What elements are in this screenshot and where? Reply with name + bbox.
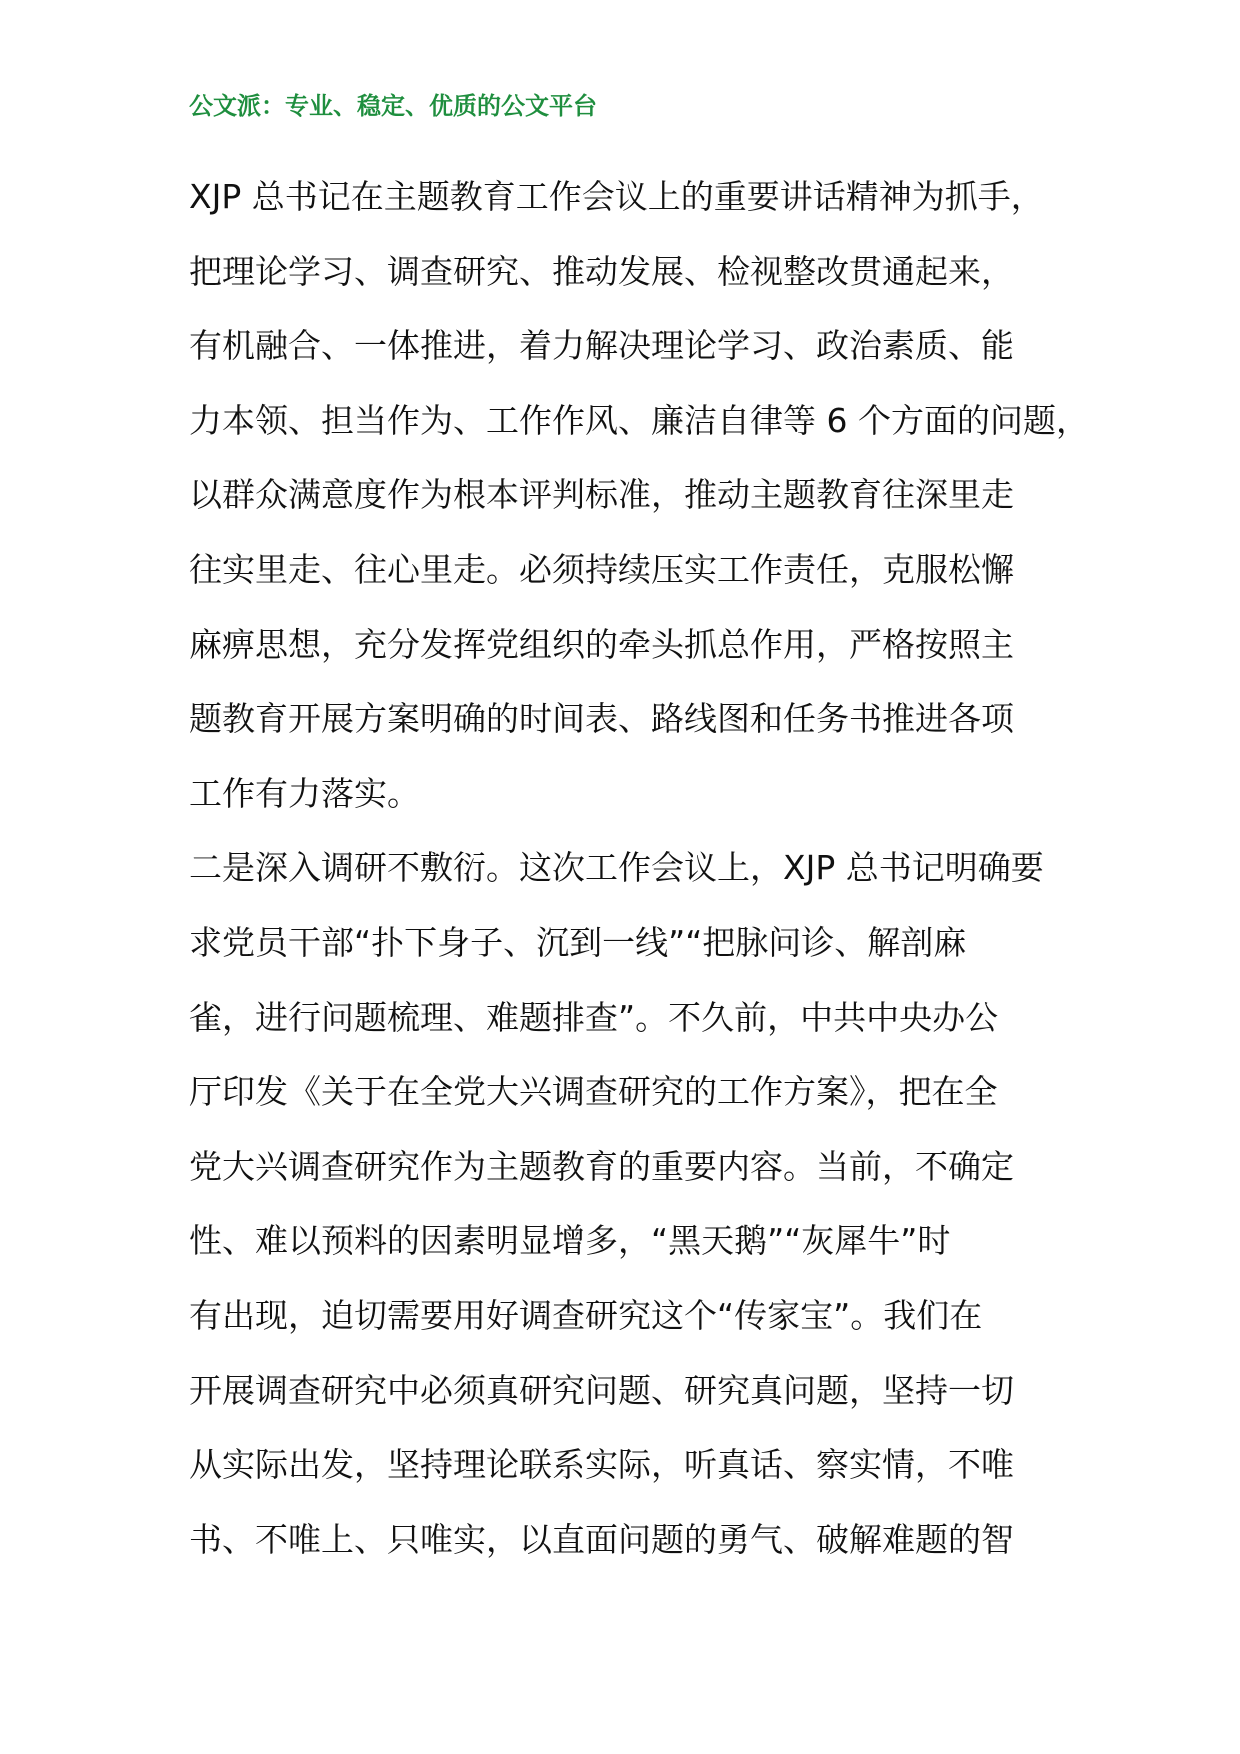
text-line: 有出现，迫切需要用好调查研究这个“传家宝”。我们在 xyxy=(189,1295,983,1335)
document-body xyxy=(189,168,1089,1585)
text-line: 工作有力落实。 xyxy=(189,773,420,813)
paragraph-2 xyxy=(189,839,1089,1585)
text-line: 求党员干部“扑下身子、沉到一线”“把脉问诊、解剖麻 xyxy=(189,922,967,962)
text-line: 往实里走、往心里走。必须持续压实工作责任，克服松懈 xyxy=(189,549,1014,589)
text-line: 以群众满意度作为根本评判标准，推动主题教育往深里走 xyxy=(189,475,1014,515)
text-line: 题教育开展方案明确的时间表、路线图和任务书推进各项 xyxy=(189,699,1014,739)
text-line: XJP 总书记在主题教育工作会议上的重要讲话精神为抓手， xyxy=(189,177,1044,216)
site-header: 公文派：专业、稳定、优质的公文平台 xyxy=(189,91,597,120)
text-line: 性、难以预料的因素明显增多，“黑天鹅”“灰犀牛”时 xyxy=(189,1221,951,1261)
text-line: 把理论学习、调查研究、推动发展、检视整改贯通起来， xyxy=(189,251,1014,291)
text-line: 二是深入调研不敷衍。这次工作会议上，XJP 总书记明确要 xyxy=(189,848,1044,888)
text-line: 有机融合、一体推进，着力解决理论学习、政治素质、能 xyxy=(189,326,1014,366)
text-line: 厅印发《关于在全党大兴调查研究的工作方案》，把在全 xyxy=(189,1072,998,1112)
text-line: 书、不唯上、只唯实，以直面问题的勇气、破解难题的智 xyxy=(189,1519,1014,1559)
paragraph-1 xyxy=(189,168,1089,839)
text-line: 从实际出发，坚持理论联系实际，听真话、察实情，不唯 xyxy=(189,1445,1014,1485)
text-line: 党大兴调查研究作为主题教育的重要内容。当前，不确定 xyxy=(189,1146,1014,1186)
text-line: 雀，进行问题梳理、难题排查”。不久前，中共中央办公 xyxy=(189,997,999,1037)
text-line: 麻痹思想，充分发挥党组织的牵头抓总作用，严格按照主 xyxy=(189,624,1014,664)
text-line: 开展调查研究中必须真研究问题、研究真问题，坚持一切 xyxy=(189,1370,1014,1410)
text-line: 力本领、担当作为、工作作风、廉洁自律等 6 个方面的问题， xyxy=(189,400,1089,440)
